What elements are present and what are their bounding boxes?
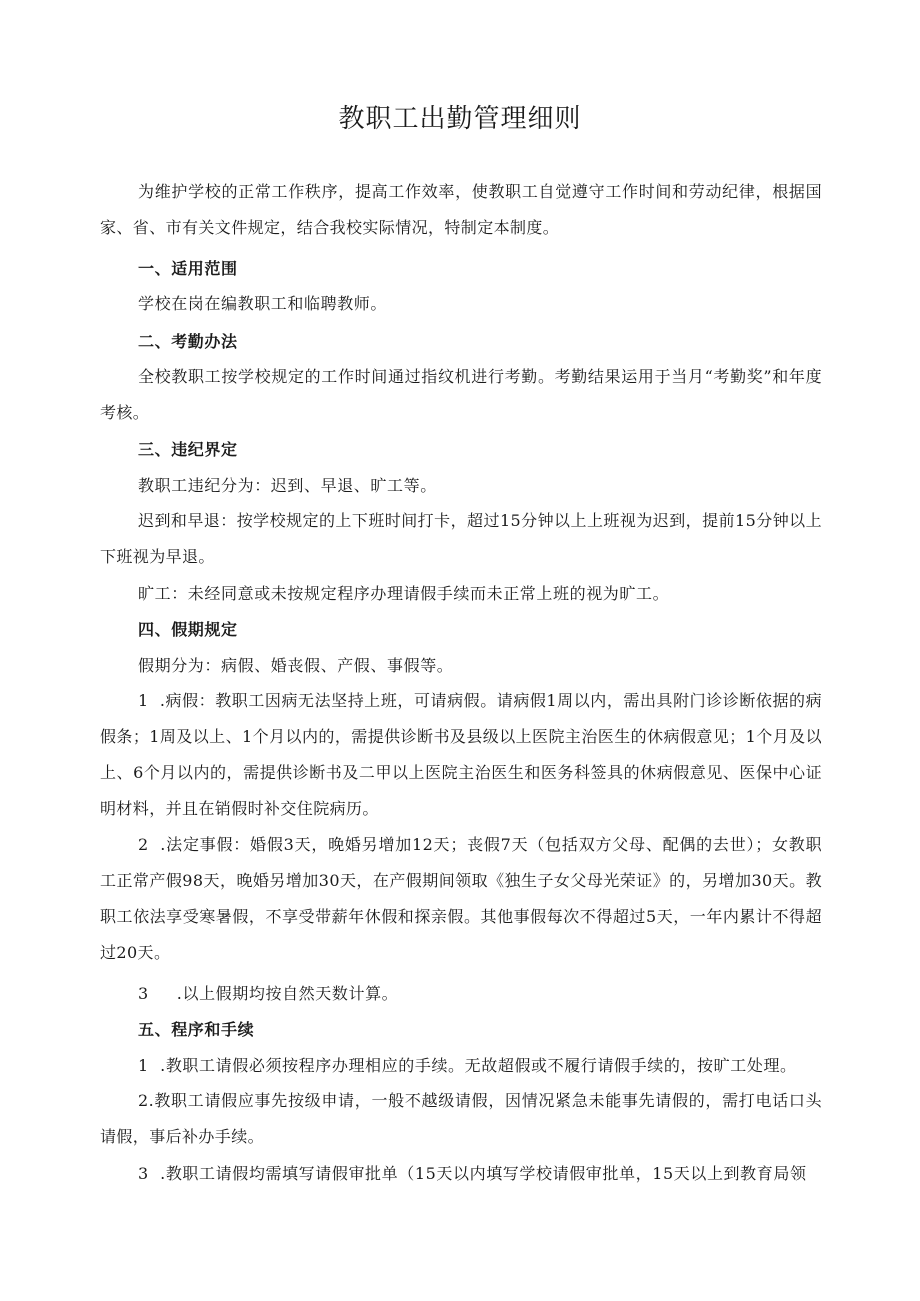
procedure-paragraph-3: 3 .教职工请假均需填写请假审批单（15天以内填写学校请假审批单，15天以上到教育局领 [138, 1164, 807, 1183]
section-4-paragraph-1: 假期分为：病假、婚丧假、产假、事假等。 [138, 656, 454, 675]
section-5-heading: 五、程序和手续 [138, 1020, 255, 1039]
sick-leave-paragraph: 1 .病假：教职工因病无法坚持上班，可请病假。请病假1周以内，需出具附门诊诊断依据的病假条；1周及以上、1个月以内的，需提供诊断书及县级以上医院主治医生的休病假意见；1个月及以上、6个月以内的，需提供诊断书及二甲以上医院主治医生和医务科签具的休病假意见、医保中心证明材料，并且在销假时补交住院病历。 [100, 691, 822, 818]
section-3-paragraph-3: 旷工：未经同意或未按规定程序办理请假手续而未正常上班的视为旷工。 [138, 584, 670, 603]
section-3-paragraph-1: 教职工违纪分为：迟到、早退、旷工等。 [138, 476, 437, 495]
intro-paragraph: 为维护学校的正常工作秩序，提高工作效率，使教职工自觉遵守工作时间和劳动纪律，根据国家、省、市有关文件规定，结合我校实际情况，特制定本制度。 [100, 182, 822, 237]
section-2-heading: 二、考勤办法 [138, 332, 238, 351]
section-2-paragraph: 全校教职工按学校规定的工作时间通过指纹机进行考勤。考勤结果运用于当月“考勤奖”和年度考核。 [100, 367, 822, 422]
section-3-paragraph-2: 迟到和早退：按学校规定的上下班时间打卡，超过15分钟以上上班视为迟到，提前15分钟以上下班视为早退。 [100, 511, 822, 566]
section-3-heading: 三、违纪界定 [138, 440, 238, 459]
section-1-paragraph: 学校在岗在编教职工和临聘教师。 [138, 294, 388, 313]
section-4-heading: 四、假期规定 [138, 620, 238, 639]
statutory-leave-paragraph: 2 .法定事假：婚假3天，晚婚另增加12天；丧假7天（包括双方父母、配偶的去世）；女教职工正常产假98天，晚婚另增加30天，在产假期间领取《独生子女父母光荣证》的，另增加30天。教职工依法享受寒暑假，不享受带薪年休假和探亲假。其他事假每次不得超过5天，一年内累计不得超过20天。 [100, 835, 822, 962]
section-1-heading: 一、适用范围 [138, 259, 238, 278]
item-3-text: .以上假期均按自然天数计算。 [176, 984, 399, 1003]
procedure-paragraph-1: 1 .教职工请假必须按程序办理相应的手续。无故超假或不履行请假手续的，按旷工处理。 [138, 1056, 797, 1075]
procedure-paragraph-2: 2.教职工请假应事先按级申请，一般不越级请假，因情况紧急未能事先请假的，需打电话口头请假，事后补办手续。 [100, 1091, 822, 1146]
item-3-number: 3 [138, 984, 149, 1003]
page-title: 教职工出勤管理细则 [338, 104, 582, 134]
section-4-item-3 [138, 983, 398, 1005]
